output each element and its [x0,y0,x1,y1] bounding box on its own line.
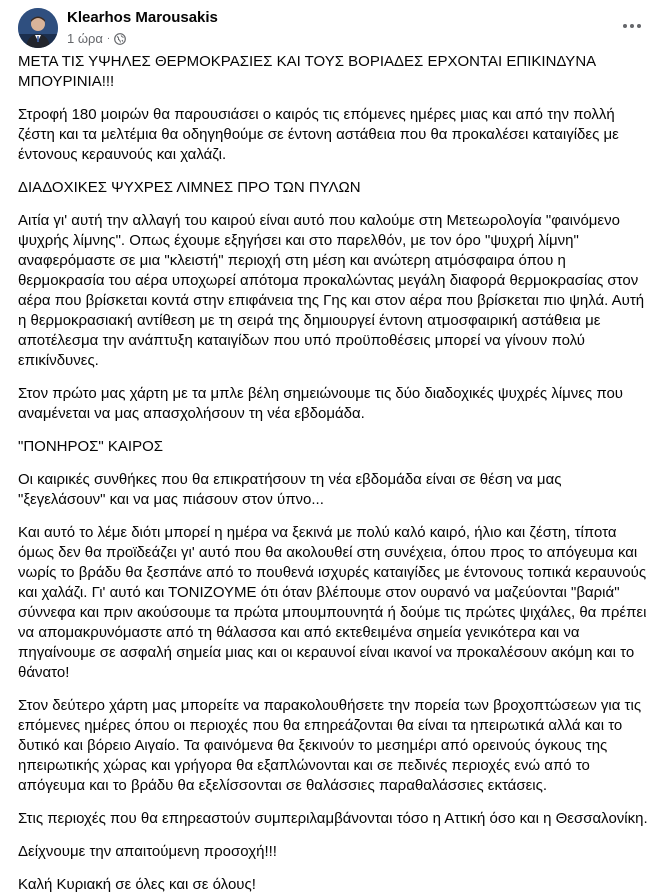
post-paragraph: Στροφή 180 μοιρών θα παρουσιάσει ο καιρός τις επόμενες ημέρες μιας και από την πολλή ζέστη και τα μελτέμια θα οδηγηθούμε σε έντονη αστάθεια που θα προκαλέσει καταιγίδες με έντονους κεραυνούς και χαλάζι. [18,106,619,163]
post-paragraph: Στις περιοχές που θα επηρεαστούν συμπεριλαμβάνονται τόσο η Αττική όσο και η Θεσσαλονίκη. [18,810,648,827]
post-paragraph: Οι καιρικές συνθήκες που θα επικρατήσουν τη νέα εβδομάδα είναι σε θέση να μας "ξεγελάσουν" και να μας πιάσουν στον ύπνο... [18,471,562,508]
more-options-icon[interactable] [616,10,648,42]
post-subheading: ΔΙΑΔΟΧΙΚΕΣ ΨΥΧΡΕΣ ΛΙΜΝΕΣ ΠΡΟ ΤΩΝ ΠΥΛΩΝ [18,179,361,196]
globe-icon [114,33,126,45]
post-header [9,0,648,52]
author-name[interactable]: Klearhos Marousakis [67,9,218,26]
post-paragraph: Στον δεύτερο χάρτη μας μπορείτε να παρακολουθήσετε την πορεία των βροχοπτώσεων για τις επόμενες ημέρες όπου οι περιοχές που θα επηρεάζονται θα είναι τα ηπειρωτικά αλλά και το δυτικό και βόρειο Αιγαίο. Τα φαινόμενα θα ξεκινούν το μεσημέρι από ορεινούς όγκους της ηπειρωτικής χώρας και γρήγορα θα εξαπλώνονται και σε πεδινές περιοχές ενώ από το απόγευμα και το βράδυ θα εξελίσσονται σε θαλάσσιες παραθαλάσσιες εκτάσεις. [18,697,642,794]
post-paragraph: Αιτία γι' αυτή την αλλαγή του καιρού είναι αυτό που καλούμε στη Μετεωρολογία "φαινόμενο ψυχρής λίμνης". Οπως έχουμε εξηγήσει και στο παρελθόν, με τον όρο "ψυχρή λίμνη" αναφερόμαστε σε μια "κλειστή" περιοχή στη μέση και ανώτερη ατμόσφαιρα όπου η θερμοκρασία του αέρα υποχωρεί απότομα προκαλώντας μεγάλη διαφορά θερμοκρασίας στον αέρα που βρίσκεται κοντά στην επιφάνεια της Γης και στον αέρα που βρίσκεται πιο ψηλά. Αυτή η θερμοκρασιακή αντίθεση με τη σειρά της δημιουργεί έντονη ατμοσφαιρική αστάθεια με αποτέλεσμα την ανάπτυξη καταιγίδων που υπό προϋποθέσεις μπορεί να γίνουν πολύ επικίνδυνες. [18,212,645,369]
post-subheading: "ΠΟΝΗΡΟΣ" ΚΑΙΡΟΣ [18,438,164,455]
post-paragraph: Καλή Κυριακή σε όλες και σε όλους! [18,876,256,893]
avatar[interactable] [18,8,58,48]
post-paragraph: Στον πρώτο μας χάρτη με τα μπλε βέλη σημειώνουμε τις δύο διαδοχικές ψυχρές λίμνες που αναμένεται να μας απασχολήσουν τη νέα εβδομάδα. [18,385,624,422]
post-meta [67,31,126,46]
avatar-image [18,8,58,48]
post-paragraph: Δείχνουμε την απαιτούμενη προσοχή!!! [18,843,277,860]
post-body [9,52,648,895]
meta-separator: · [106,33,111,44]
post-paragraph-headline: ΜΕΤΑ ΤΙΣ ΥΨΗΛΕΣ ΘΕΡΜΟΚΡΑΣΙΕΣ ΚΑΙ ΤΟΥΣ ΒΟΡΙΑΔΕΣ ΕΡΧΟΝΤΑΙ ΕΠΙΚΙΝΔΥΝΑ ΜΠΟΥΡΙΝΙΑ!!! [18,53,596,90]
post-paragraph: Και αυτό το λέμε διότι μπορεί η ημέρα να ξεκινά με πολύ καλό καιρό, ήλιο και ζέστη, τίποτα όμως δεν θα προϊδεάζει γι' αυτό που θα ακολουθεί στη συνέχεια, όπου προς το απόγευμα και νωρίς το βράδυ θα ξεσπάνε από το πουθενά ισχυρές καταιγίδες με έντονους τοπικά κεραυνούς και χαλάζι. Γι' αυτό και ΤΟΝΙΖΟΥΜΕ ότι όταν βλέπουμε στον ουρανό να μαζεύονται "βαριά" σύννεφα και πριν ακούσουμε τα πρώτα μπουμπουνητά ή δούμε τις πρώτες ψιχάλες, θα πρέπει να απομακρυνόμαστε από τη θάλασσα και από εκτεθειμένα σημεία γενικότερα και να πηγαίνουμε σε ασφαλή σημεία μιας και οι κεραυνοί είναι ικανοί να προκαλέσουν ακόμη και το θάνατο! [18,524,647,681]
post-time[interactable]: 1 ώρα [67,31,103,46]
